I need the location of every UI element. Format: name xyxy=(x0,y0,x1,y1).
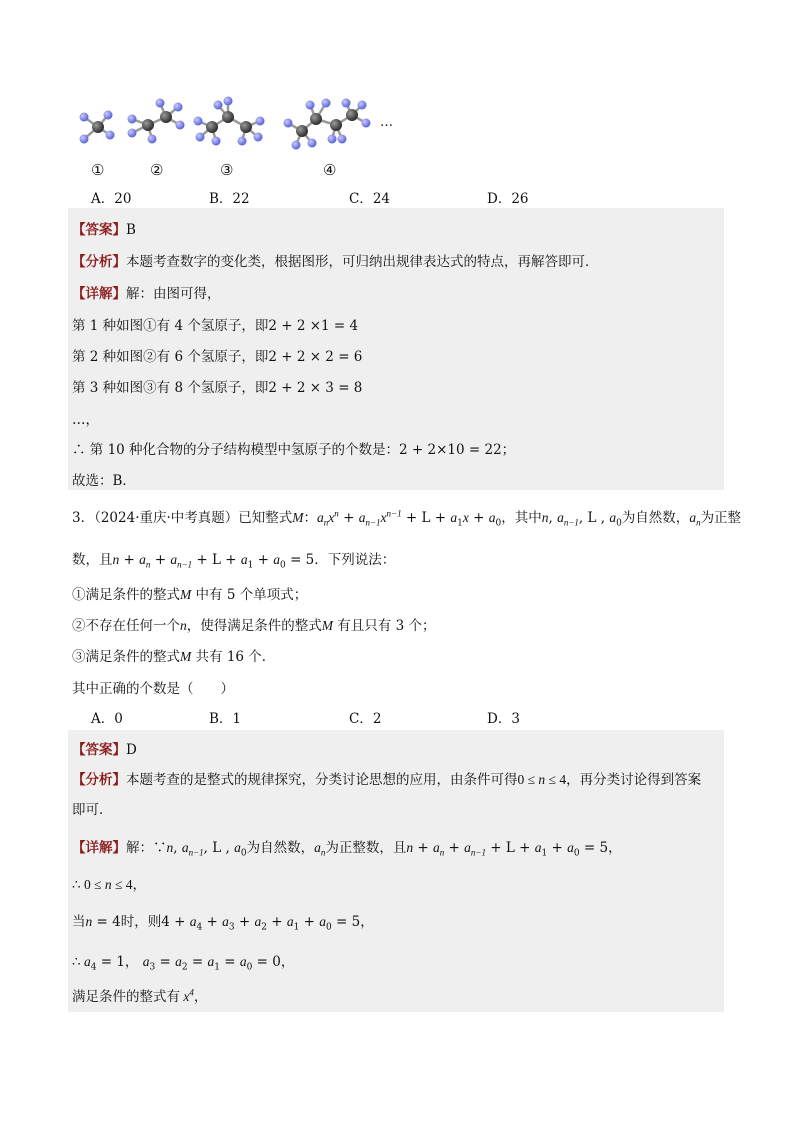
q3-result-line: 满足条件的整式有 $x^4$， xyxy=(72,987,208,1005)
q2-step-1: 第 1 种如图①有 4 个氢原子，即2 + 2 ×1 = 4 xyxy=(72,318,359,334)
q2-answer-line: 【答案】B xyxy=(72,222,136,238)
q3-detail-line: 【详解】解：∵n, $a_{n-1}$, L , $a_0$为自然数，$a_n$为正整数，且$n + a_n + a_{n-1} + L + a_1 + a_0 = 5$， xyxy=(72,840,622,859)
q2-step-ellipsis: …， xyxy=(72,412,99,428)
q3-values-line: ∴ $a_4 = 1$， $a_3 = a_2 = a_1 = a_0 = 0$， xyxy=(72,954,295,973)
molecule-label-4: ④ xyxy=(323,161,337,179)
q2-option-a: A．20 xyxy=(91,191,132,207)
q3-option-c: C．2 xyxy=(349,711,382,727)
q3-option-b: B．1 xyxy=(209,711,242,727)
q3-range-line: ∴ 0 ≤ n ≤ 4， xyxy=(72,877,147,893)
q2-analysis-line: 【分析】本题考查数字的变化类，根据图形，可归纳出规律表达式的特点，再解答即可． xyxy=(72,254,599,270)
q2-option-b: B．22 xyxy=(209,191,250,207)
q3-case-line: 当n = 4时，则$4 + a_4 + a_3 + a_2 + a_1 + a_0 = 5$， xyxy=(72,914,374,933)
q3-option-d: D．3 xyxy=(487,711,520,727)
q3-answer-line: 【答案】D xyxy=(72,742,137,758)
q2-option-c: C．24 xyxy=(349,191,391,207)
q2-detail-line: 【详解】解：由图可得， xyxy=(72,286,221,302)
molecule-label-2: ② xyxy=(150,161,164,179)
q3-statement-1: ①满足条件的整式M 中有 5 个单项式； xyxy=(72,587,308,603)
q3-stem-line-2: 数，且$n + a_n + a_{n-1} + L + a_1 + a_0 = 5$．下列说法： xyxy=(72,552,396,571)
q2-conclusion: ∴ 第 10 种化合物的分子结构模型中氢原子的个数是：2 + 2×10 = 22； xyxy=(72,442,516,458)
q3-analysis-line-2: 即可． xyxy=(72,802,113,818)
q2-choice: 故选：B． xyxy=(72,473,136,489)
q3-question: 其中正确的个数是（ ） xyxy=(72,681,234,697)
q3-analysis-line: 【分析】本题考查的是整式的规律探究，分类讨论思想的应用，由条件可得0 ≤ n ≤ 4，再分类讨论得到答案 xyxy=(72,772,702,788)
molecule-models-figure xyxy=(70,95,410,165)
molecule-label-1: ① xyxy=(91,161,105,179)
q3-statement-3: ③满足条件的整式M 共有 16 个． xyxy=(72,649,276,665)
q3-statement-2: ②不存在任何一个n，使得满足条件的整式M 有且只有 3 个； xyxy=(72,618,436,634)
q2-option-d: D．26 xyxy=(487,191,529,207)
q3-option-a: A．0 xyxy=(91,711,123,727)
q3-stem-line-1: 3．（2024·重庆·中考真题）已知整式M：$a_nx^n + a_{n-1}x^{n-1} + L + a_1x + a_0$，其中n, $a_{n-1}$, L , $a_0$为自然数，$a_n$为正整 xyxy=(72,508,742,529)
q2-step-3: 第 3 种如图③有 8 个氢原子，即2 + 2 × 3 = 8 xyxy=(72,380,363,396)
molecule-label-3: ③ xyxy=(220,161,234,179)
q2-step-2: 第 2 种如图②有 6 个氢原子，即2 + 2 × 2 = 6 xyxy=(72,349,363,365)
molecule-ellipsis: … xyxy=(380,115,393,130)
